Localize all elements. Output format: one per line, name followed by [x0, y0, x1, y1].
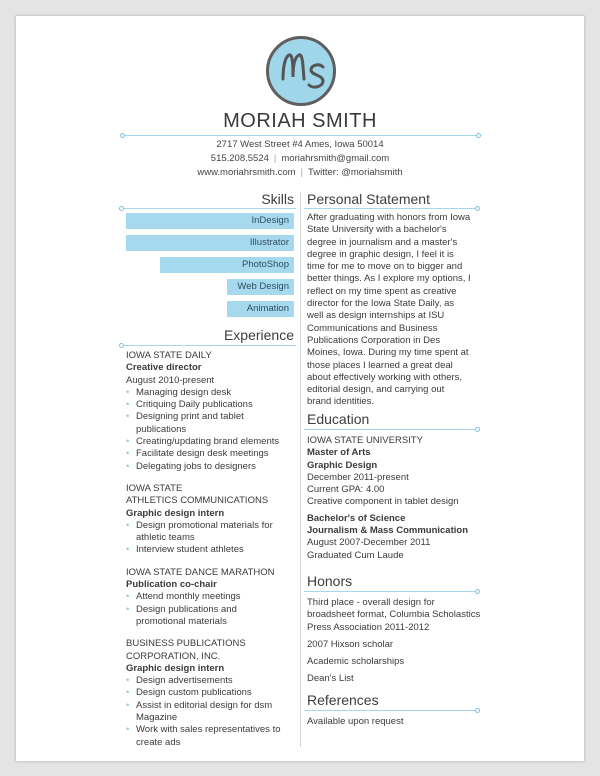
degree-note: Graduated Cum Laude [307, 549, 404, 561]
job-org: IOWA STATE [126, 482, 183, 494]
resume-page [16, 16, 584, 761]
job-org: IOWA STATE DANCE MARATHON [126, 566, 275, 578]
job-entry [126, 350, 296, 473]
honors-heading: Honors [307, 573, 353, 589]
contact-phone: 515.208.5524 [210, 153, 269, 164]
job-title: Graphic design intern [126, 662, 225, 674]
job-org: CORPORATION, INC. [126, 650, 221, 662]
monogram-icon [269, 39, 333, 103]
list-item: • Facilitate design desk meetings [126, 448, 296, 460]
honors-list [307, 597, 482, 686]
experience-heading: Experience [223, 327, 294, 343]
contact-email[interactable]: moriahrsmith@gmail.com [281, 153, 390, 164]
skill-bar-indesign [126, 213, 294, 229]
list-item: • Managing design desk [126, 387, 296, 399]
job-bullets [126, 591, 256, 628]
contact-address: 2717 West Street #4 Ames, Iowa 50014 [216, 139, 384, 150]
job-title: Graphic design intern [126, 507, 225, 519]
separator: | [300, 167, 303, 178]
list-item: Third place - overall design for broadsheet format, Columbia Scholastics Press Association 2011-2012 [307, 597, 481, 633]
job-org: BUSINESS PUBLICATIONS [126, 638, 246, 650]
education-heading: Education [307, 411, 370, 427]
skill-label: InDesign [251, 215, 289, 226]
experience-rule [122, 345, 296, 346]
rule-dot [475, 206, 480, 211]
rule-dot [119, 206, 124, 211]
education-block [307, 435, 477, 562]
skills-heading: Skills [261, 191, 294, 207]
skill-label: Illustrator [249, 237, 289, 248]
degree-dates: August 2007-December 2011 [307, 537, 431, 549]
skill-bar-animation [227, 301, 294, 317]
list-item: • Work with sales representatives to create ads [126, 724, 286, 749]
contact-line-web [16, 167, 584, 178]
header-rule [123, 135, 478, 136]
list-item: • Assist in editorial design for dsm Magazine [126, 700, 286, 725]
column-divider [300, 192, 301, 747]
job-org: ATHLETICS COMMUNICATIONS [126, 495, 269, 507]
personal-statement-heading: Personal Statement [307, 191, 430, 207]
job-title: Creative director [126, 362, 202, 374]
list-item: • Design promotional materials for athletic teams [126, 520, 276, 545]
resume-name: MORIAH SMITH [223, 110, 377, 132]
list-item: • Attend monthly meetings [126, 591, 256, 603]
list-item: • Creating/updating brand elements [126, 436, 296, 448]
list-item: • Delegating jobs to designers [126, 461, 296, 473]
list-item: • Design custom publications [126, 687, 286, 699]
job-entry [126, 567, 296, 628]
job-entry [126, 638, 296, 749]
rule-dot [475, 589, 480, 594]
degree-field: Journalism & Mass Communication [307, 525, 469, 537]
list-item: • Interview student athletes [126, 544, 276, 556]
job-bullets [126, 675, 286, 749]
list-item: 2007 Hixson scholar [307, 638, 394, 650]
monogram-logo [266, 36, 336, 106]
job-dates: August 2010-present [126, 374, 215, 386]
references-heading: References [307, 692, 379, 708]
list-item: Academic scholarships [307, 656, 405, 668]
degree-field: Graphic Design [307, 459, 378, 471]
contact-twitter[interactable]: Twitter: @moriahsmith [308, 167, 403, 178]
job-org: IOWA STATE DAILY [126, 350, 212, 361]
skill-bar-web-design [227, 279, 294, 295]
skill-bar-photoshop [160, 257, 294, 273]
honors-rule [304, 591, 476, 592]
list-item: • Design advertisements [126, 675, 286, 687]
education-rule [304, 429, 476, 430]
rule-dot [475, 427, 480, 432]
statement-rule [304, 208, 476, 209]
skill-label: Animation [246, 303, 289, 314]
list-item: • Designing print and tablet publications [126, 411, 296, 436]
skills-rule [122, 208, 296, 209]
rule-dot [120, 133, 125, 138]
rule-dot [476, 133, 481, 138]
job-title: Publication co-chair [126, 579, 217, 591]
list-item: • Design publications and promotional materials [126, 604, 256, 629]
degree-title: Bachelor's of Science [307, 512, 406, 524]
personal-statement-text: After graduating with honors from Iowa State University with a bachelor's degree in journalism and a master's degree in graphic design, I feel it is time for me to move on to bigger and better things. As I explore my options, I reflect on my time spent as creative director for the Iowa State Daily, as well as design internships at ISU Communications and Business Publications Corporation in Des Moines, Iowa. During my time spent at those places I learned a great deal about effectively working with others, editorial design, and carrying out brand identities. [307, 212, 471, 408]
separator: | [273, 153, 277, 164]
contact-line-phone-email [16, 153, 584, 164]
skills-list [126, 213, 294, 323]
degree-note: Creative component in tablet design [307, 496, 459, 508]
skill-label: PhotoShop [241, 259, 289, 270]
rule-dot [119, 343, 124, 348]
contact-website[interactable]: www.moriahrsmith.com [197, 167, 296, 178]
degree-gpa: Current GPA: 4.00 [307, 484, 385, 496]
skill-label: Web Design [237, 281, 289, 292]
job-entry [126, 483, 296, 557]
skill-bar-illustrator [126, 235, 294, 251]
references-rule [304, 710, 476, 711]
references-text: Available upon request [307, 716, 404, 727]
degree-dates: December 2011-present [307, 471, 409, 483]
list-item: • Critiquing Daily publications [126, 399, 296, 411]
job-bullets [126, 387, 296, 473]
degree-title: Master of Arts [307, 447, 371, 459]
job-bullets [126, 520, 276, 557]
list-item: Dean's List [307, 673, 354, 685]
school-name: IOWA STATE UNIVERSITY [307, 435, 423, 446]
experience-list [126, 350, 296, 749]
rule-dot [475, 708, 480, 713]
